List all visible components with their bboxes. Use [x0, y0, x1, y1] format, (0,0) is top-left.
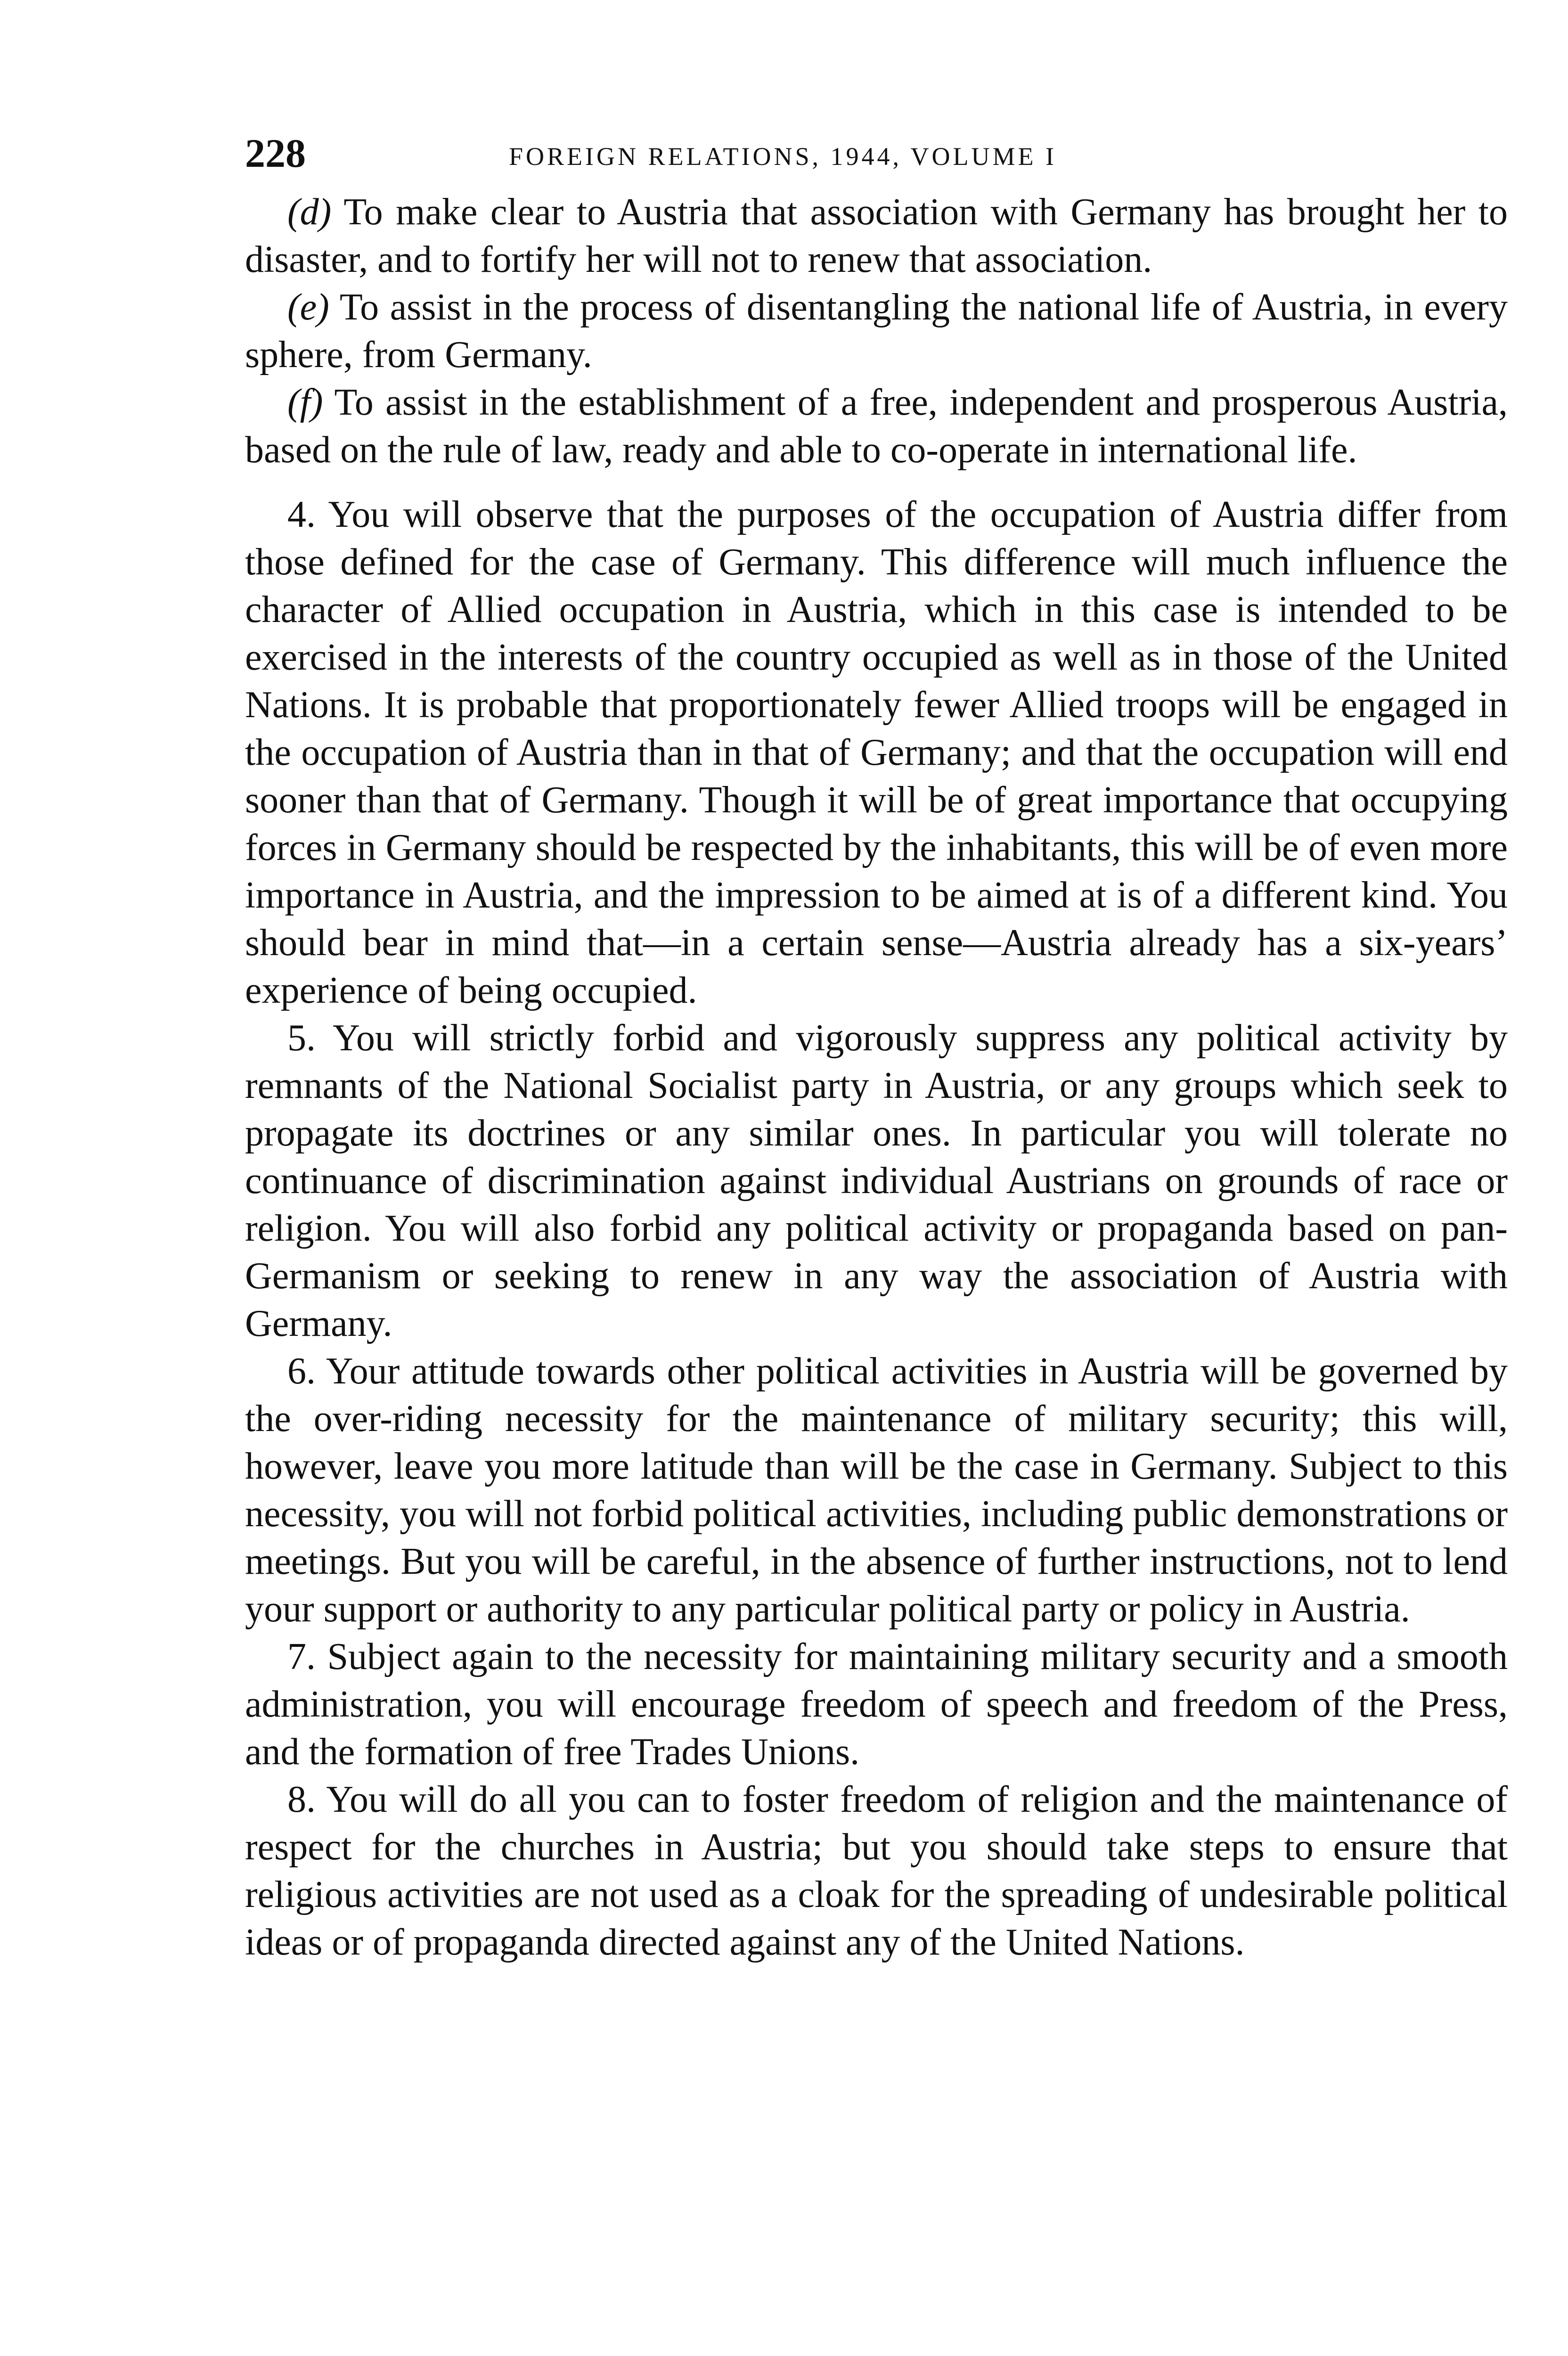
subclause-d [245, 188, 1508, 284]
subclause-e [245, 284, 1508, 379]
paragraph-6 [245, 1348, 1508, 1633]
subclause-list [245, 188, 1508, 474]
paragraph-text: Your attitude towards other political activities in Austria will be governed by the over-riding necessity for the maintenance of military security; this will, however, leave you more latitude than will be the case in Germany. Subject to this necessity, you will not forbid political activities, including public demonstrations or meetings. But you will be careful, in the absence of further instructions, not to lend your support or authority to any particular political party or policy in Austria. [245, 1350, 1508, 1630]
paragraph-4 [245, 491, 1508, 1014]
page-number: 228 [245, 131, 306, 176]
paragraph-8 [245, 1776, 1508, 1966]
paragraph-number: 4. [287, 494, 316, 535]
paragraph-text: Subject again to the necessity for maintaining military security and a smooth administration, you will encourage freedom of speech and freedom of the Press, and the formation of free Trades Unions. [245, 1636, 1508, 1773]
subclause-label: (d) [287, 191, 332, 233]
paragraph-number: 7. [287, 1636, 316, 1677]
paragraph-7 [245, 1633, 1508, 1776]
paragraph-number: 8. [287, 1779, 316, 1820]
paragraph-text: You will strictly forbid and vigorously suppress any political activity by remnants of the National Socialist party in Austria, or any groups which seek to propagate its doctrines or any similar ones. In particular you will tolerate no continuance of discrimination against individual Austrians on grounds of race or religion. You will also forbid any political activity or propaganda based on pan-Germanism or seeking to renew in any way the association of Austria with Germany. [245, 1017, 1508, 1344]
paragraph-text: You will do all you can to foster freedom of religion and the maintenance of respect for the churches in Austria; but you should take steps to ensure that religious activities are not used as a cloak for the spreading of undesirable political ideas or of propaganda directed against any of the United Nations. [245, 1779, 1508, 1963]
subclause-text: To make clear to Austria that association with Germany has brought her to disaster, and to fortify her will not to renew that association. [245, 191, 1508, 280]
subclause-text: To assist in the establishment of a free, independent and prosperous Austria, based on the rule of law, ready and able to co-operate in international life. [245, 382, 1508, 471]
subclause-label: (e) [287, 286, 329, 328]
paragraph-text: You will observe that the purposes of the occupation of Austria differ from those defined for the case of Germany. This difference will much influence the character of Allied occupation in Austria, which in this case is intended to be exercised in the interests of the country occupied as well as in those of the United Nations. It is probable that proportionately fewer Allied troops will be engaged in the occupation of Austria than in that of Germany; and that the occupation will end sooner than that of Germany. Though it will be of great importance that occupying forces in Germany should be respected by the inhabitants, this will be of even more importance in Austria, and the impression to be aimed at is of a different kind. You should bear in mind that—in a certain sense—Austria already has a six-years’ experience of being occupied. [245, 494, 1508, 1011]
paragraph-number: 6. [287, 1350, 316, 1392]
subclause-f [245, 379, 1508, 474]
paragraph-5 [245, 1014, 1508, 1348]
running-head [245, 127, 1508, 188]
document-page [245, 127, 1508, 1966]
running-head-title: FOREIGN RELATIONS, 1944, VOLUME I [509, 142, 1057, 171]
paragraph-number: 5. [287, 1017, 316, 1059]
subclause-text: To assist in the process of disentangling the national life of Austria, in every sphere, from Germany. [245, 286, 1508, 376]
subclause-label: (f) [287, 382, 323, 423]
